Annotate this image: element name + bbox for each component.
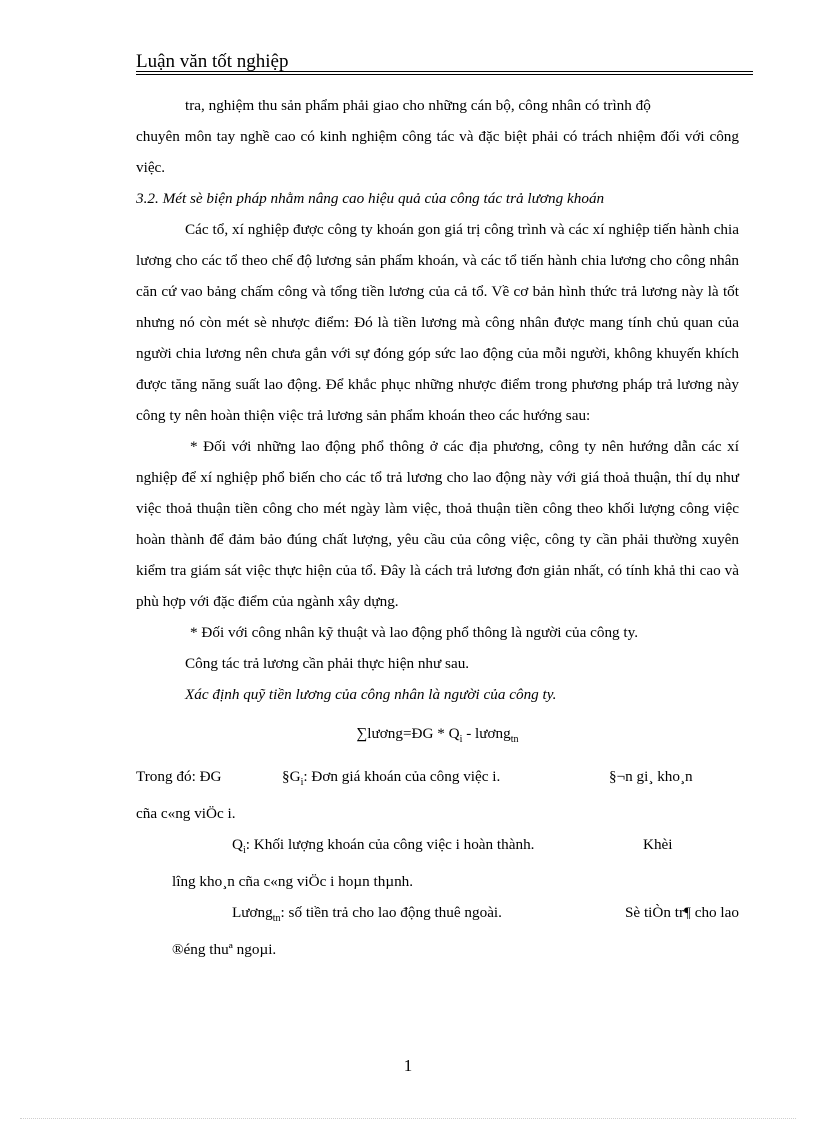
formula	[136, 718, 739, 755]
definition-dg-label: Trong đó: ĐG	[136, 768, 222, 786]
definition-ltn-garbled: Sè tiÒn tr¶ cho lao	[624, 904, 739, 922]
page-header-title: Luận văn tốt nghiệp	[136, 51, 289, 72]
definition-qi	[136, 829, 739, 866]
definition-qi-sub: i	[242, 845, 246, 857]
definition-qi-symbol: Q	[232, 836, 243, 854]
definition-qi-garbled: Khèi	[643, 836, 673, 854]
formula-sub-tn: tn	[510, 734, 519, 746]
paragraph-4-line-2: Công tác trả lương cần phải thực hiện như sau.	[185, 655, 470, 672]
paragraph-4-line-1: * Đối với công nhân kỹ thuật và lao động phổ thông là người của công ty.	[190, 624, 639, 641]
definition-ltn-sub: tn	[272, 913, 281, 925]
definition-dg-sub: i	[300, 777, 304, 789]
definition-dg-text	[282, 761, 609, 798]
formula-main: ∑lương=ĐG * Q	[356, 725, 460, 742]
definition-dg-symbol: §G	[282, 768, 301, 786]
section-heading: 3.2. Mét sè biện pháp nhằm nâng cao hiệu quả của công tác trả lương khoán	[136, 190, 605, 207]
header-rule-bottom	[136, 74, 753, 75]
paragraph-1-line-1: tra, nghiệm thu sản phẩm phải giao cho những cán bộ, công nhân có trình độ	[185, 97, 651, 114]
formula-sub-i: i	[459, 734, 463, 746]
definition-ltn-desc: : số tiền trả cho lao động thuê ngoài.	[280, 904, 502, 922]
header-rule-top	[136, 71, 753, 72]
definition-qi-desc: : Khối lượng khoán của công việc i hoàn thành.	[245, 836, 535, 854]
definition-dg-line-2: cña c«ng viÖc i.	[136, 805, 236, 823]
paragraph-3: * Đối với những lao động phổ thông ở các địa phương, công ty nên hướng dẫn các xí nghiệp để xí nghiệp phổ biến cho các tổ trả lương cho lao động này với giá thoả thuận, thí dụ như việc thoả thuận tiền công cho mét ngày làm việc, thoả thuận tiền công theo khối lượng công việc hoàn thành để đảm bảo đúng chất lượng, yêu cầu của công việc, công ty cần phải thường xuyên kiểm tra giám sát việc thực hiện của tổ. Đây là cách trả lương đơn giản nhất, có tính khả thi cao và phù hợp với đặc điểm của ngành xây dựng.	[136, 438, 739, 610]
definition-dg-garbled: §¬n gi¸ kho¸n	[609, 768, 693, 786]
definition-qi-text	[232, 829, 643, 866]
definition-ltn-text	[232, 897, 573, 934]
paragraph-1-rest: chuyên môn tay nghề cao có kinh nghiệm công tác và đặc biệt phải có trách nhiệm đối với công việc.	[136, 128, 739, 176]
definition-dg	[136, 761, 739, 798]
paragraph-2: Các tổ, xí nghiệp được công ty khoán gon giá trị công trình và các xí nghiệp tiến hành chia lương cho các tổ theo chế độ lương sản phẩm khoán, và các tổ tiến hành chia lương cho công nhân căn cứ vao bảng chấm công và tổng tiền lương của cả tổ. Về cơ bản hình thức trả lương này là tốt nhưng nó còn mét sè nhược điểm: Đó là tiền lương mà công nhân được mang tính chủ quan của người chia lương nên chưa gắn với sự đóng góp sức lao động của mỗi người, không khuyến khích được tăng năng suất lao động. Để khắc phục những nhược điểm trong phương pháp trả lương này công ty nên hoàn thiện việc trả lương sản phẩm khoán theo các hướng sau:	[136, 221, 739, 424]
page-number: 1	[403, 1056, 413, 1075]
paragraph-5: Xác định quỹ tiền lương của công nhân là người của công ty.	[185, 686, 557, 703]
definition-ltn	[136, 897, 739, 934]
definition-ltn-symbol: Lương	[232, 904, 273, 922]
formula-tail: - lương	[462, 725, 511, 742]
definition-qi-line-2: lîng kho¸n cña c«ng viÖc i hoµn thµnh.	[172, 873, 414, 891]
definition-dg-desc: : Đơn giá khoán của công việc i.	[303, 768, 501, 786]
page-bottom-border	[20, 1118, 796, 1119]
document-body	[136, 90, 739, 965]
definition-ltn-line-2: ®éng thuª ngoµi.	[172, 941, 277, 959]
